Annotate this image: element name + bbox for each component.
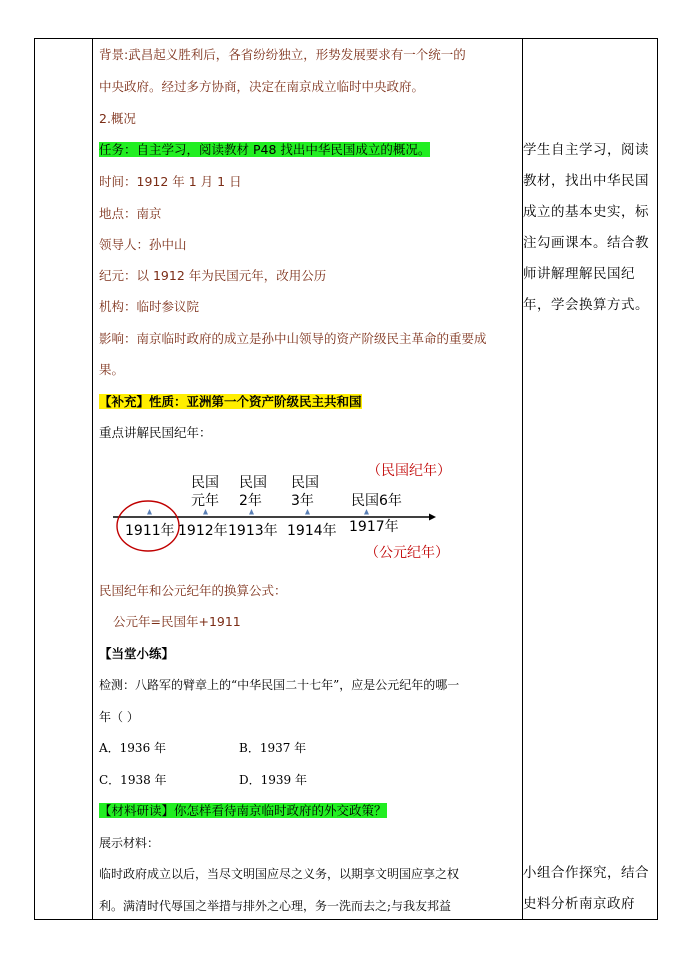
timeline-top-label-2a: 民国 xyxy=(239,475,267,491)
timeline-top-label-3b: 3年 xyxy=(291,493,314,509)
leader-line: 领导人：孙中山 xyxy=(99,237,187,252)
material-line-1: 临时政府成立以后，当尽文明国应尽之义务，以期享文明国应享之权 xyxy=(99,867,460,881)
impact-line-1: 影响：南京临时政府的成立是孙中山领导的资产阶级民主革命的重要成 xyxy=(99,331,487,346)
exercise-heading: 【当堂小练】 xyxy=(99,646,175,661)
activity-line: 成立的基本史实，标 xyxy=(523,204,649,220)
republic-caption: （民国纪年） xyxy=(367,463,451,479)
supplement-line xyxy=(99,394,362,410)
gregorian-caption: （公元纪年） xyxy=(365,545,449,561)
timeline-diagram xyxy=(111,439,451,569)
time-line: 时间：1912 年 1 月 1 日 xyxy=(99,174,242,189)
timeline-marker-icon xyxy=(147,509,152,515)
timeline-arrow-icon xyxy=(429,514,436,521)
era-line: 纪元：以 1912 年为民国元年，改用公历 xyxy=(99,268,327,283)
timeline-bottom-label: 1912年 xyxy=(178,523,228,539)
task-highlight: 任务：自主学习，阅读教材 P48 找出中华民国成立的概况。 xyxy=(99,142,431,157)
timeline-top-label-3a: 民国 xyxy=(291,475,319,491)
material-heading xyxy=(99,803,387,819)
activity-line: 年，学会换算方式。 xyxy=(523,297,649,313)
timeline-bottom-label: 1911年 xyxy=(125,523,175,539)
overview-heading: 2.概况 xyxy=(99,111,136,126)
student-activity-1 xyxy=(523,135,655,321)
timeline-marker-icon xyxy=(249,509,254,515)
option-b: B．1937 年 xyxy=(239,741,307,755)
student-activity-2 xyxy=(523,858,655,920)
timeline-marker-icon xyxy=(364,509,369,515)
formula-title: 民国纪年和公元纪年的换算公式： xyxy=(99,583,287,598)
organ-line: 机构：临时参议院 xyxy=(99,299,200,314)
material-highlight: 【材料研读】你怎样看待南京临时政府的外交政策？ xyxy=(99,803,387,818)
lesson-table xyxy=(34,38,658,920)
timeline-bottom-label: 1917年 xyxy=(349,519,399,535)
impact-line-2: 果。 xyxy=(99,362,125,377)
option-a: A．1936 年 xyxy=(99,741,167,755)
exercise-question-line-2: 年（ ） xyxy=(99,710,139,724)
focus-line: 重点讲解民国纪年： xyxy=(99,425,212,440)
column-divider-left xyxy=(92,39,93,919)
timeline-top-label-4: 民国6年 xyxy=(351,493,402,509)
formula-expression: 公元年=民国年+1911 xyxy=(113,614,241,629)
activity-line: 史料分析南京政府 xyxy=(523,896,635,912)
place-line: 地点：南京 xyxy=(99,206,162,221)
task-line xyxy=(99,142,430,158)
background-line-1: 背景:武昌起义胜利后，各省纷纷独立，形势发展要求有一个统一的 xyxy=(99,47,466,62)
timeline-marker-icon xyxy=(203,509,208,515)
timeline-top-label-2b: 2年 xyxy=(239,493,262,509)
timeline-top-label-1a: 民国 xyxy=(191,475,219,491)
option-d: D．1939 年 xyxy=(239,773,307,787)
background-line-2: 中央政府。经过多方协商，决定在南京成立临时中央政府。 xyxy=(99,79,425,94)
activity-line: 学生自主学习，阅读 xyxy=(523,142,649,158)
activity-line: 小组合作探究，结合 xyxy=(523,865,649,881)
activity-line: 注勾画课本。结合教 xyxy=(523,235,649,251)
timeline-marker-icon xyxy=(305,509,310,515)
material-line-2: 利。满清时代辱国之举措与排外之心理，务一洗而去之;与我友邦益 xyxy=(99,899,452,913)
timeline-top-label-1b: 元年 xyxy=(191,493,219,509)
option-c: C．1938 年 xyxy=(99,773,167,787)
timeline-bottom-label: 1914年 xyxy=(287,523,337,539)
exercise-question-line-1: 检测：八路军的臂章上的“中华民国二十七年”，应是公元纪年的哪一 xyxy=(99,678,460,692)
activity-line: 师讲解理解民国纪 xyxy=(523,266,635,282)
activity-line: 教材，找出中华民国 xyxy=(523,173,649,189)
supplement-highlight: 【补充】性质：亚洲第一个资产阶级民主共和国 xyxy=(99,394,362,409)
timeline-bottom-label: 1913年 xyxy=(228,523,278,539)
material-label: 展示材料： xyxy=(99,836,160,850)
